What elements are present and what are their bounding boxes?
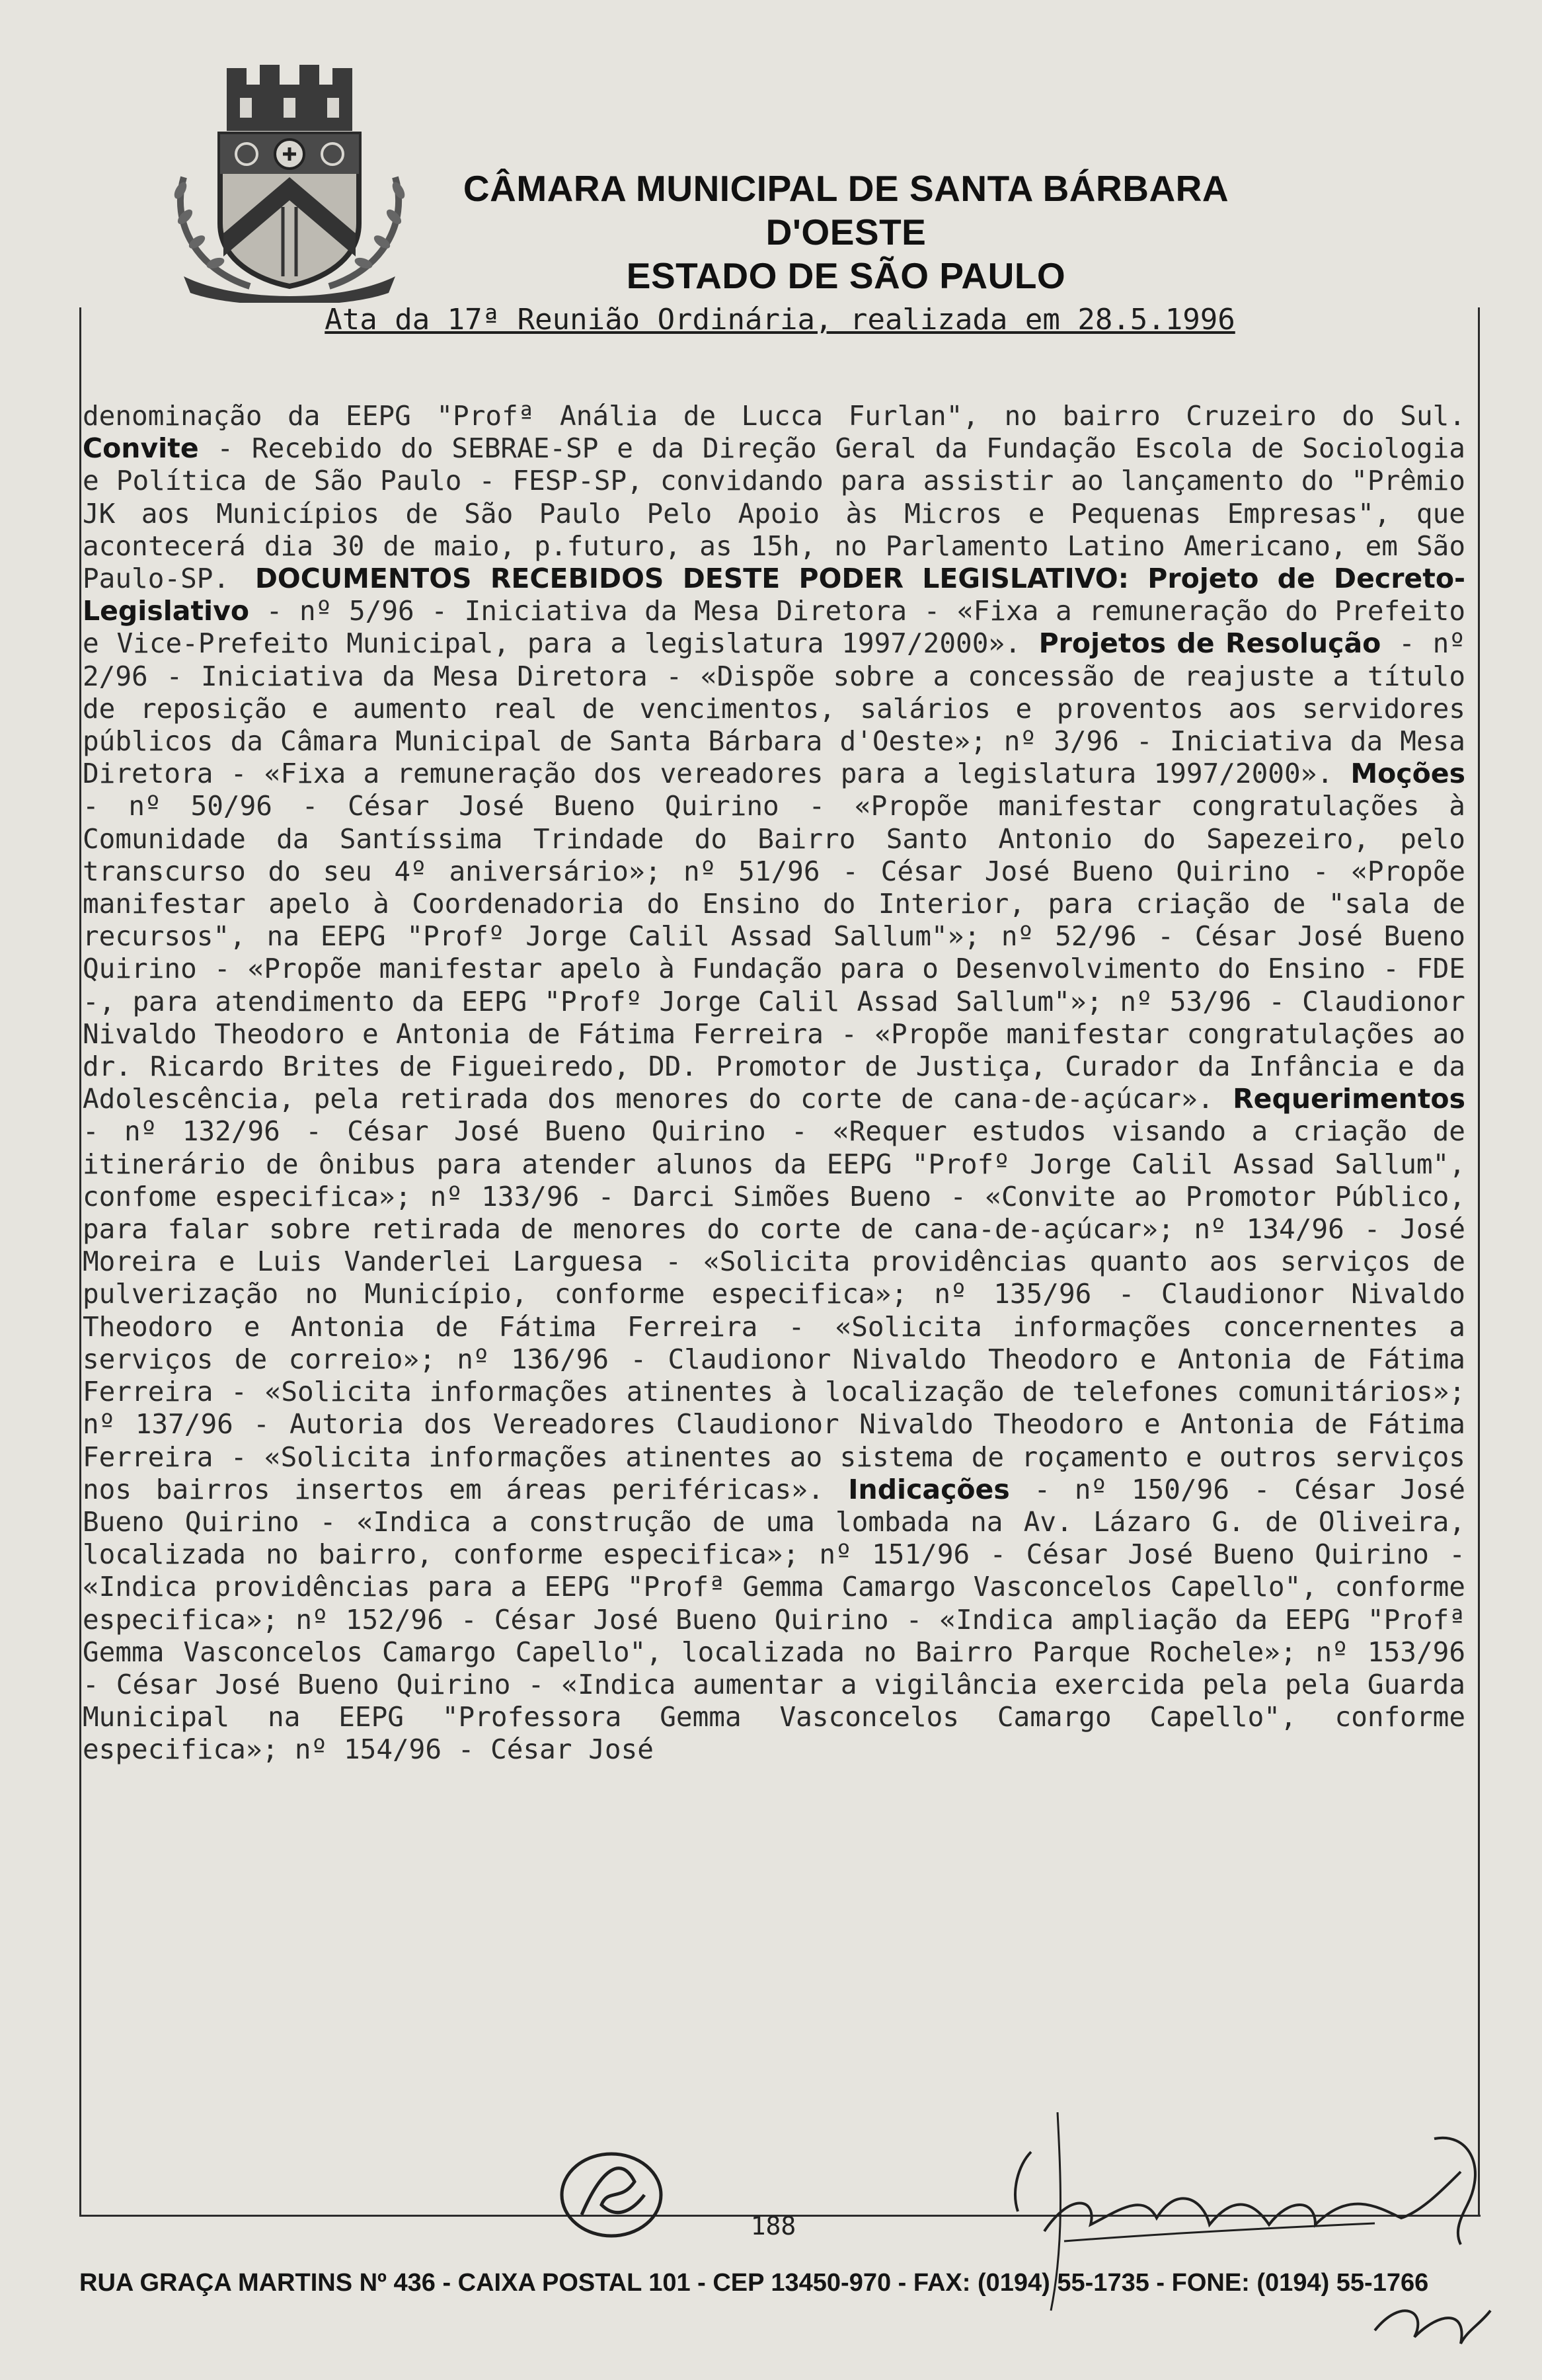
section-heading-mocoes: Moções [1350,758,1465,790]
body-text-p4: - nº 2/96 - Iniciativa da Mesa Diretora - «Dispõe sobre a concessão de reajuste a título de reposição e aumento real de vencimentos, salários e proventos aos servidores públicos da Câmara Municipal de Santa Bárbara d'Oeste»; nº 3/96 - Iniciativa da Mesa Diretora - «Fixa a remuneração dos vereadores para a legislatura 1997/2000». [83,627,1465,790]
body-text-p7: - nº 150/96 - César José Bueno Quirino - «Indica a construção de uma lombada na Av. Lázaro G. de Oliveira, localizada no bairro, conforme especifica»; nº 151/96 - César José Bueno Quirino - «Indica providências para a EEPG "Profª Gemma Camargo Vasconcelos Capello", conforme especifica»; nº 152/96 - César José Bueno Quirino - «Indica ampliação da EEPG "Profª Gemma Vasconcelos Camargo Capello", localizada no Bairro Parque Rochele»; nº 153/96 - César José Bueno Quirino - «Indica aumentar a vigilância exercida pela pela Guarda Municipal na EEPG "Professora Gemma Vasconcelos Camargo Capello", conforme especifica»; nº 154/96 - César José [83,1473,1465,1766]
org-header [436,167,1256,298]
body-text-p6: - nº 132/96 - César José Bueno Quirino - «Requer estudos visando a criação de itinerário de ônibus para atender alunos da EEPG "Profº Jorge Calil Assad Sallum", confome especifica»; nº 133/96 - Darci Simões Bueno - «Convite ao Promotor Público, para falar sobre retirada de menores do corte de cana-de-açúcar»; nº 134/96 - José Moreira e Luis Vanderlei Larguesa - «Solicita providências quanto aos serviços de pulverização no Município, conforme especifica»; nº 135/96 - Claudionor Nivaldo Theodoro e Antonia de Fátima Ferreira - «Solicita informações concernentes a serviços de correio»; nº 136/96 - Claudionor Nivaldo Theodoro e Antonia de Fátima Ferreira - «Solicita informações atinentes à localização de telefones comunitários»; nº 137/96 - Autoria dos Vereadores Claudionor Nivaldo Theodoro e Antonia de Fátima Ferreira - «Solicita informações atinentes ao sistema de roçamento e outros serviços nos bairros insertos em áreas periféricas». [83,1115,1465,1505]
minutes-body [83,400,1465,1766]
left-margin-line [79,307,81,2215]
page-number: 188 [750,2211,796,2241]
body-text-p2: - Recebido do SEBRAE-SP e da Direção Geral da Fundação Escola de Sociologia e Política de São Paulo - FESP-SP, convidando para assistir ao lançamento do "Prêmio JK aos Municípios de São Paulo Pelo Apoio às Micros e Pequenas Empresas", que acontecerá dia 30 de maio, p.futuro, as 15h, no Parlamento Latino Americano, em São Paulo-SP. [83,432,1465,595]
body-text-p3: - nº 5/96 - Iniciativa da Mesa Diretora - «Fixa a remuneração do Prefeito e Vice-Prefeito Municipal, para a legislatura 1997/2000». [83,595,1465,660]
council-name: CÂMARA MUNICIPAL DE SANTA BÁRBARA D'OESTE [463,168,1229,253]
signature-right [1005,2112,1494,2380]
section-heading-convite: Convite [83,432,199,465]
footer-address: RUA GRAÇA MARTINS Nº 436 - CAIXA POSTAL 101 - CEP 13450-970 - FAX: (0194) 55-1735 - FONE: (0194) 55-1766 [79,2269,1429,2297]
coat-of-arms-icon [157,58,422,303]
right-margin-line [1478,307,1480,2215]
body-text-p5: - nº 50/96 - César José Bueno Quirino - «Propõe manifestar congratulações à Comunidade da Santíssima Trindade do Bairro Santo Antonio do Sapezeiro, pelo transcurso do seu 4º aniversário»; nº 51/96 - César José Bueno Quirino - «Propõe manifestar apelo à Coordenadoria do Ensino do Interior, para criação de "sala de recursos", na EEPG "Profº Jorge Calil Assad Sallum"»; nº 52/96 - César José Bueno Quirino - «Propõe manifestar apelo à Fundação para o Desenvolvimento do Ensino - FDE -, para atendimento da EEPG "Profº Jorge Calil Assad Sallum"»; nº 53/96 - Claudionor Nivaldo Theodoro e Antonia de Fátima Ferreira - «Propõe manifestar congratulações ao dr. Ricardo Brites de Figueiredo, DD. Promotor de Justiça, Curador da Infância e da Adolescência, pela retirada dos menores do corte de cana-de-açúcar». [83,790,1465,1115]
section-heading-documentos: DOCUMENTOS RECEBIDOS DESTE PODER LEGISLATIVO: Projeto de Decreto-Legislativo [83,563,1465,627]
signature-initials-left [555,2142,668,2251]
minutes-title: Ata da 17ª Reunião Ordinária, realizada em 28.5.1996 [325,303,1235,337]
section-heading-indicacoes: Indicações [848,1473,1010,1505]
section-heading-requerimentos: Requerimentos [1233,1083,1465,1115]
body-text-p1: denominação da EEPG "Profª Anália de Lucca Furlan", no bairro Cruzeiro do Sul. [83,400,1465,432]
state-name: ESTADO DE SÃO PAULO [626,255,1066,296]
section-heading-resolucao: Projetos de Resolução [1038,627,1381,660]
